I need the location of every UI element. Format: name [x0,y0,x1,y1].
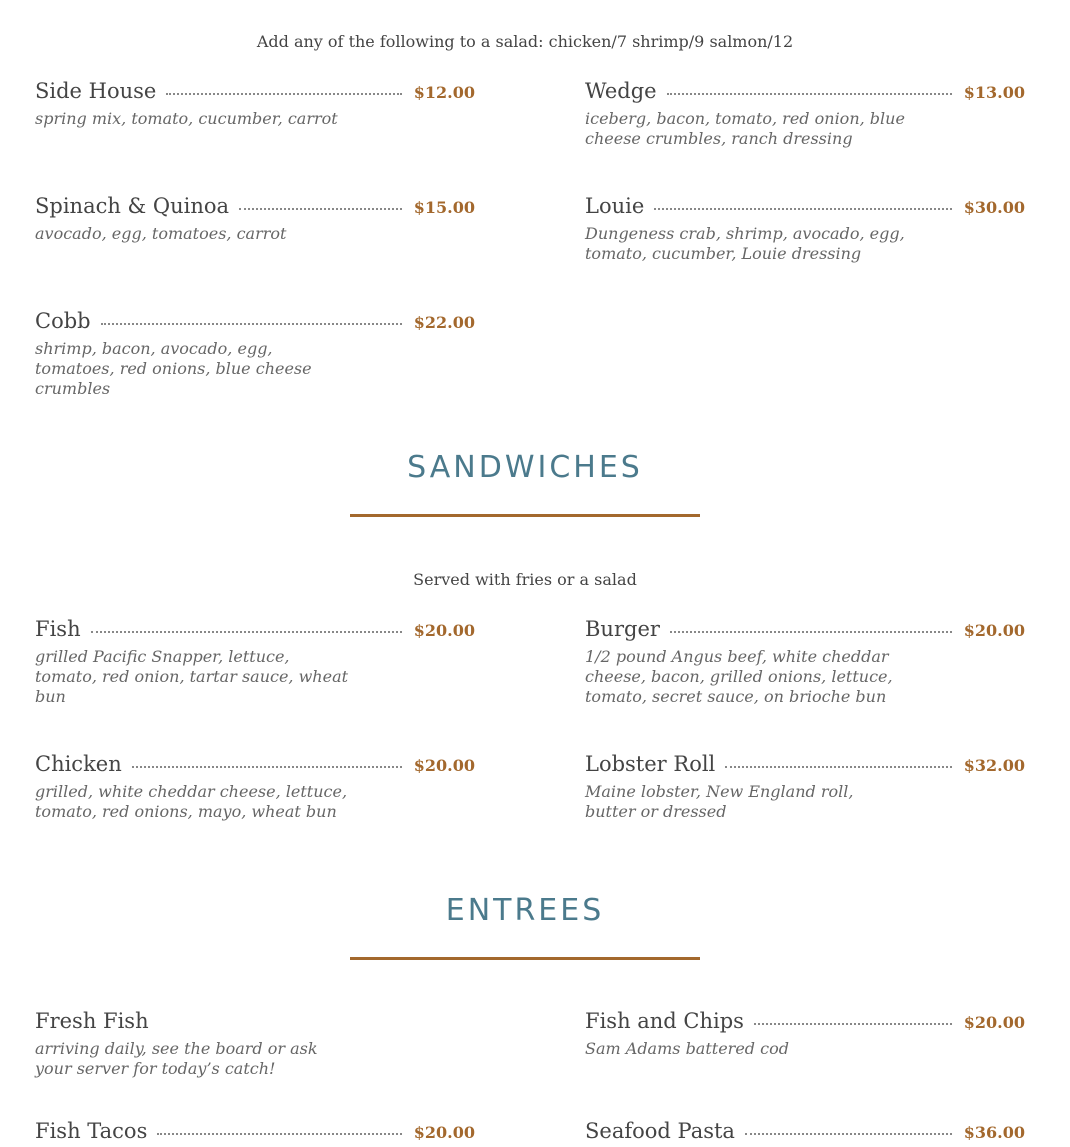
item-price: $20.00 [413,756,475,775]
item-name: Wedge [585,79,657,103]
menu-item-wedge [585,79,1025,149]
item-description: shrimp, bacon, avocado, egg, tomatoes, red onions, blue cheese crumbles [35,339,312,398]
item-price: $20.00 [413,1123,475,1142]
item-price: $15.00 [413,198,475,217]
dot-leader [101,323,402,325]
dot-leader [754,1023,952,1025]
item-name: Side House [35,79,157,103]
item-price: $12.00 [413,83,475,102]
item-description: 1/2 pound Angus beef, white cheddar cheese, bacon, grilled onions, lettuce, tomato, secret sauce, on brioche bun [585,647,893,706]
item-description: arriving daily, see the board or ask your server for today’s catch! [35,1039,318,1078]
item-description: spring mix, tomato, cucumber, carrot [35,109,338,128]
dot-leader [132,766,402,768]
menu-item-fish [35,617,475,707]
menu-item-side-house [35,79,475,129]
dot-leader [166,93,401,95]
item-name: Lobster Roll [585,752,716,776]
item-description: Sam Adams battered cod [585,1039,789,1058]
item-name: Louie [585,194,645,218]
item-price: $36.00 [963,1123,1025,1142]
item-description: grilled Pacific Snapper, lettuce, tomato, red onion, tartar sauce, wheat bun [35,647,349,706]
section-divider [350,514,700,517]
item-description: avocado, egg, tomatoes, carrot [35,224,287,243]
item-name: Burger [585,617,660,641]
menu-item-cobb [35,309,475,399]
menu-item-chicken [35,752,475,822]
item-description: iceberg, bacon, tomato, red onion, blue cheese crumbles, ranch dressing [585,109,905,148]
item-price: $20.00 [963,621,1025,640]
item-name: Fish Tacos [35,1119,148,1143]
sandwiches-note: Served with fries or a salad [413,570,637,589]
item-description: grilled, white cheddar cheese, lettuce, tomato, red onions, mayo, wheat bun [35,782,348,821]
dot-leader [654,208,952,210]
item-name: Chicken [35,752,122,776]
item-description: Dungeness crab, shrimp, avocado, egg, tomato, cucumber, Louie dressing [585,224,905,263]
item-name: Fish [35,617,81,641]
item-name: Cobb [35,309,91,333]
item-price: $32.00 [963,756,1025,775]
item-price: $30.00 [963,198,1025,217]
dot-leader [670,631,952,633]
dot-leader [157,1133,401,1135]
section-divider [350,957,700,960]
menu-item-fresh-fish [35,1009,475,1079]
dot-leader [91,631,402,633]
item-name: Spinach & Quinoa [35,194,230,218]
dot-leader [239,208,402,210]
section-title-sandwiches: SANDWICHES [407,450,643,485]
section-title-entrees: ENTREES [445,893,605,928]
item-name: Fish and Chips [585,1009,744,1033]
item-price: $20.00 [413,621,475,640]
menu-item-spinach-quinoa [35,194,475,244]
dot-leader [667,93,952,95]
menu-item-louie [585,194,1025,264]
menu-item-burger [585,617,1025,707]
menu-item-fish-tacos [35,1119,475,1147]
menu-item-seafood-pasta [585,1119,1025,1147]
item-name: Fresh Fish [35,1009,149,1033]
item-price: $20.00 [963,1013,1025,1032]
menu-item-lobster-roll [585,752,1025,822]
item-price: $22.00 [413,313,475,332]
salad-addon-note: Add any of the following to a salad: chicken/7 shrimp/9 salmon/12 [256,32,794,51]
dot-leader [745,1133,952,1135]
dot-leader [725,766,951,768]
menu-item-fish-and-chips [585,1009,1025,1059]
item-name: Seafood Pasta [585,1119,735,1143]
item-description: Maine lobster, New England roll, butter or dressed [585,782,854,821]
item-price: $13.00 [963,83,1025,102]
